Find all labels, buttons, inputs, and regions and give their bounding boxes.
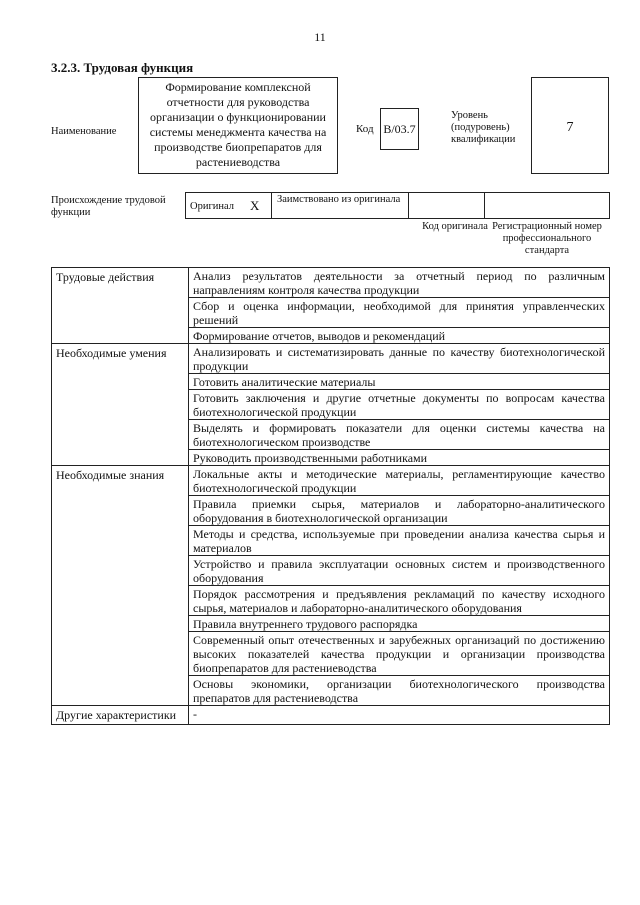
level-label: Уровень (подуровень) квалификации	[451, 110, 516, 145]
divider	[271, 193, 272, 218]
code-original-caption: Код оригинала	[422, 221, 488, 232]
category-cell: Другие характеристики	[52, 706, 189, 725]
level-value: 7	[531, 77, 609, 174]
item-cell: Готовить аналитические материалы	[189, 374, 610, 390]
divider	[408, 193, 409, 218]
borrowed-label: Заимствовано из оригинала	[277, 194, 401, 205]
item-cell: Методы и средства, используемые при проведении анализа качества сырья и материалов	[189, 526, 610, 556]
item-cell: Выделять и формировать показатели для оценки системы качества на биотехнологическом производстве	[189, 420, 610, 450]
name-label: Наименование	[51, 126, 117, 137]
section-title: 3.2.3. Трудовая функция	[51, 60, 194, 75]
item-cell: Сбор и оценка информации, необходимой для принятия управленческих решений	[189, 298, 610, 328]
item-cell: Локальные акты и методические материалы, регламентирующие качество биотехнологической продукции	[189, 466, 610, 496]
item-cell: Формирование отчетов, выводов и рекомендаций	[189, 328, 610, 344]
category-cell: Трудовые действия	[52, 268, 189, 344]
category-cell: Необходимые знания	[52, 466, 189, 706]
original-label: Оригинал	[190, 201, 234, 212]
item-cell: Руководить производственными работниками	[189, 450, 610, 466]
item-cell: Правила внутреннего трудового распорядка	[189, 616, 610, 632]
item-cell: Анализировать и систематизировать данные по качеству биотехнологической продукции	[189, 344, 610, 374]
item-cell: Основы экономики, организации биотехнологического производства препаратов для растениеводства	[189, 676, 610, 706]
item-cell: Порядок рассмотрения и предъявления рекламаций по качеству исходного сырья, материалов и лабораторно-аналитического оборудования	[189, 586, 610, 616]
table-row	[52, 344, 610, 374]
item-cell: Готовить заключения и другие отчетные документы по вопросам качества биотехнологической продукции	[189, 390, 610, 420]
table-row	[52, 466, 610, 496]
item-cell: -	[189, 706, 610, 725]
item-cell: Современный опыт отечественных и зарубежных организаций по достижению высоких показателей качества продукции и организации производства биопрепаратов для растениеводства	[189, 632, 610, 676]
reg-number-caption: Регистрационный номер профессионального стандарта	[492, 221, 602, 256]
divider	[484, 193, 485, 218]
item-cell: Устройство и правила эксплуатации основных систем и производственного оборудования	[189, 556, 610, 586]
origin-row	[185, 192, 610, 219]
table-row	[52, 268, 610, 298]
item-cell: Анализ результатов деятельности за отчетный период по различным направлениям контроля качества продукции	[189, 268, 610, 298]
page-number: 11	[314, 30, 326, 44]
code-label: Код	[356, 123, 374, 135]
original-mark: X	[250, 198, 260, 213]
origin-label: Происхождение трудовой функции	[51, 195, 166, 218]
table-row	[52, 706, 610, 725]
code-value: B/03.7	[380, 108, 419, 150]
category-cell: Необходимые умения	[52, 344, 189, 466]
name-value: Формирование комплексной отчетности для руководства организации о функционировании системы менеджмента качества на производстве биопрепаратов для растениеводства	[138, 77, 338, 174]
competency-table	[51, 267, 610, 725]
item-cell: Правила приемки сырья, материалов и лабораторно-аналитического оборудования в биотехнологической организации	[189, 496, 610, 526]
